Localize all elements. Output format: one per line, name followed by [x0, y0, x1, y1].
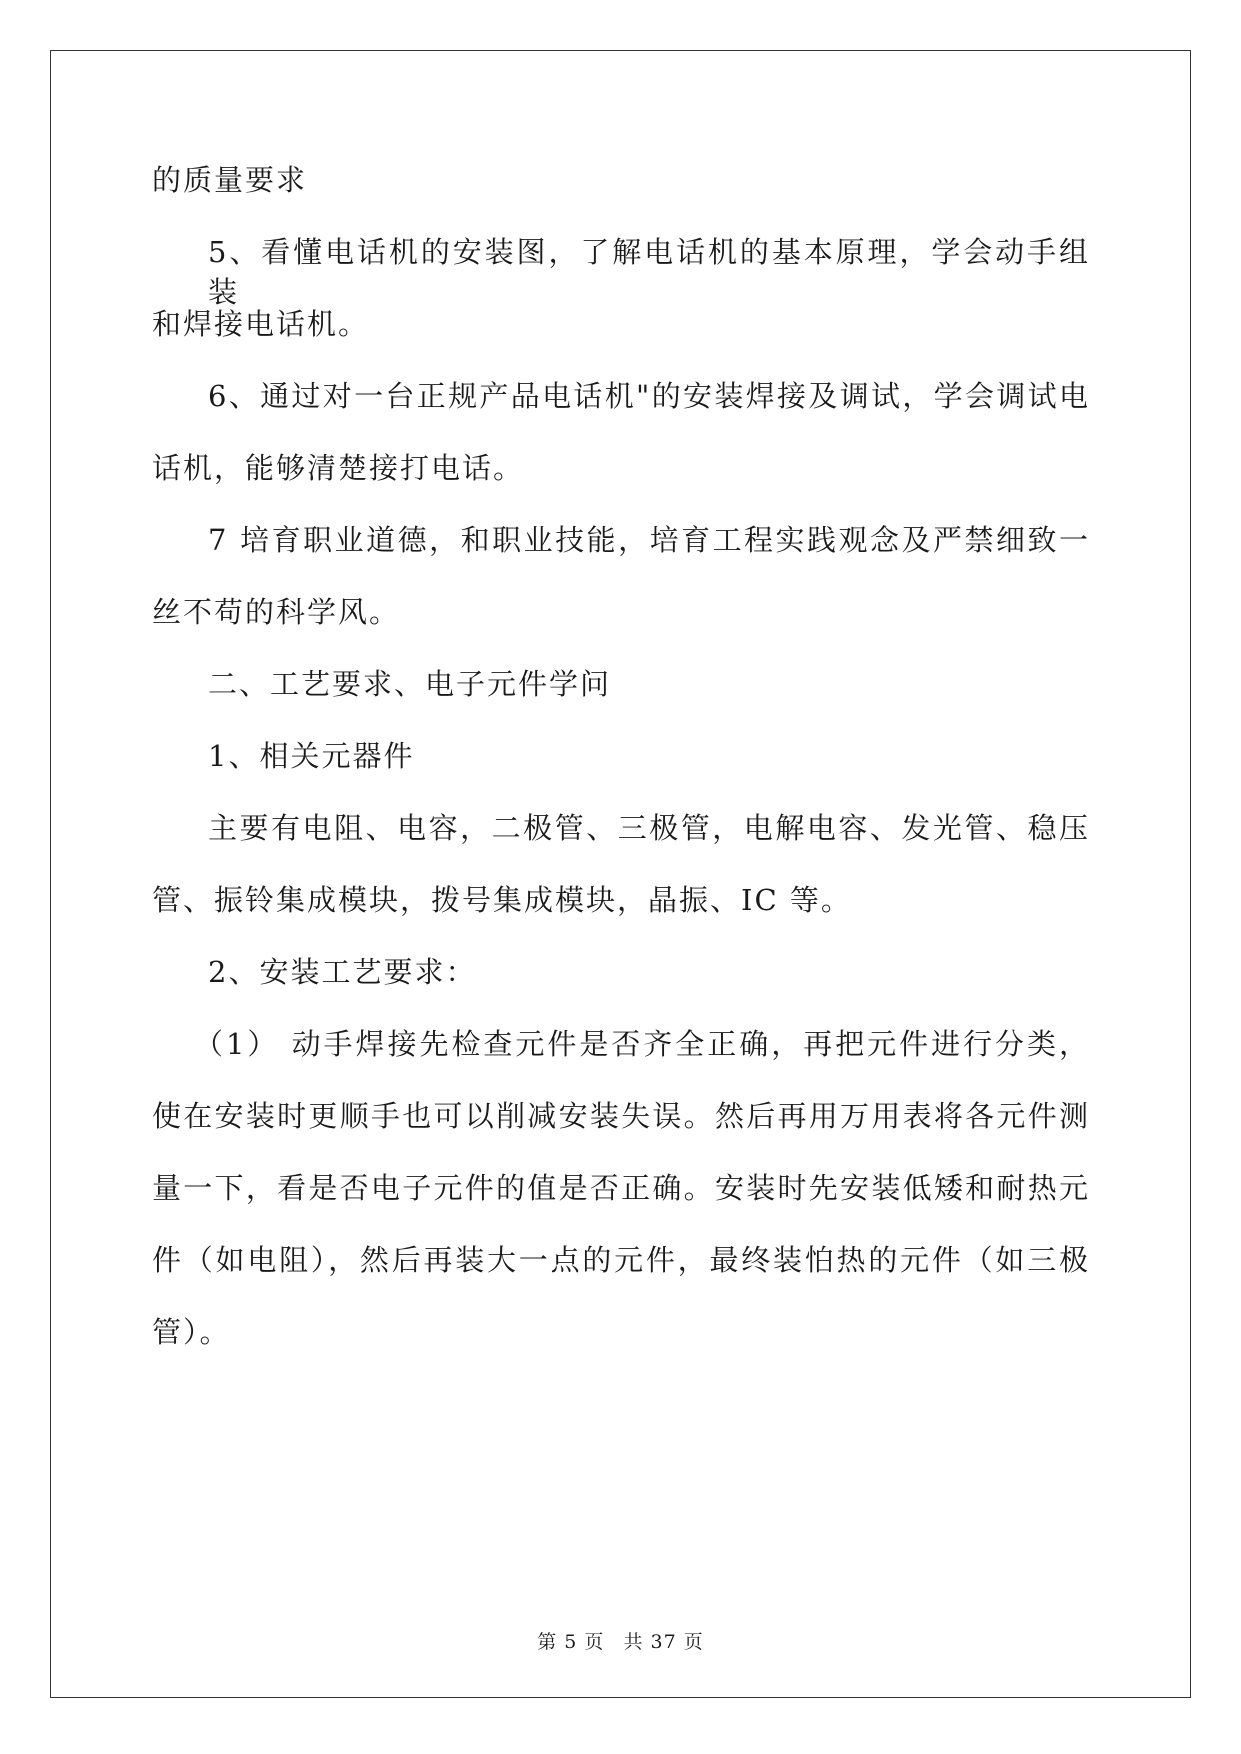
page-number: 第 5 页 — [537, 1631, 605, 1653]
text-line: 5、看懂电话机的安装图，了解电话机的基本原理，学会动手组装 — [208, 235, 1090, 309]
subsection-heading: 2、安装工艺要求： — [208, 955, 477, 989]
text-line: 使在安装时更顺手也可以削减安装失误。然后再用万用表将各元件测 — [152, 1099, 1090, 1133]
text-line: 话机，能够清楚接打电话。 — [152, 451, 525, 485]
text-line: 丝不苟的科学风。 — [152, 595, 401, 629]
text-line: 和焊接电话机。 — [152, 307, 370, 341]
page-total: 共 37 页 — [623, 1631, 704, 1653]
text-line: 管）。 — [152, 1315, 231, 1349]
text-line: 主要有电阻、电容，二极管、三极管，电解电容、发光管、稳压 — [208, 811, 1090, 845]
page-footer — [0, 1630, 1241, 1654]
text-line: 件（如电阻），然后再装大一点的元件，最终装怕热的元件（如三极 — [152, 1243, 1090, 1277]
text-line: （1） 动手焊接先检查元件是否齐全正确，再把元件进行分类， — [194, 1027, 1090, 1061]
text-line: 量一下，看是否电子元件的值是否正确。安装时先安装低矮和耐热元 — [152, 1171, 1090, 1205]
text-line: 6、通过对一台正规产品电话机"的安装焊接及调试，学会调试电 — [208, 379, 1090, 413]
subsection-heading: 1、相关元器件 — [208, 739, 415, 773]
text-line: 7 培育职业道德，和职业技能，培育工程实践观念及严禁细致一 — [208, 523, 1090, 557]
text-line: 的质量要求 — [152, 163, 308, 197]
section-heading: 二、工艺要求、电子元件学问 — [208, 667, 612, 701]
text-line: 管、振铃集成模块，拨号集成模块，晶振、IC 等。 — [152, 883, 852, 917]
